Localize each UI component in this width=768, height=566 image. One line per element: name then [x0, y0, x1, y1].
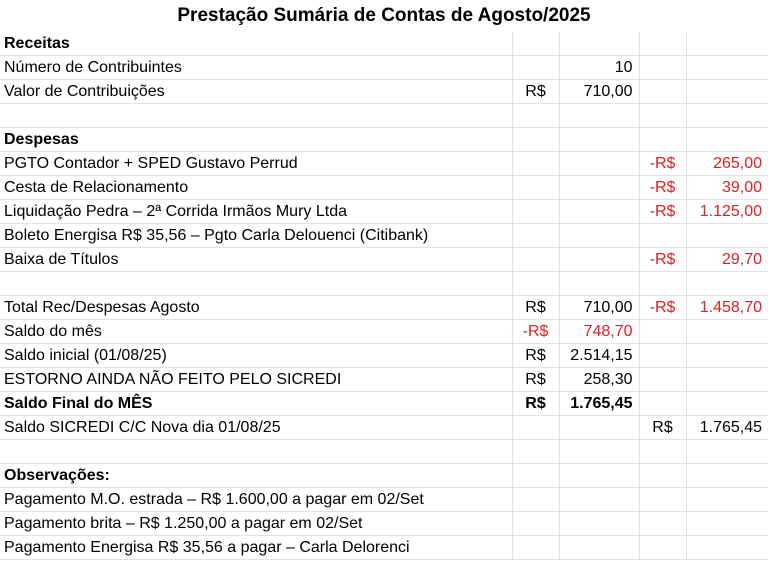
- currency-symbol: R$: [639, 416, 686, 440]
- table-row: [0, 320, 768, 344]
- row-value: 1.765,45: [686, 416, 768, 440]
- row-label: Valor de Contribuições: [0, 80, 512, 104]
- currency-symbol: -R$: [639, 296, 686, 320]
- row-label: Cesta de Relacionamento: [0, 176, 512, 200]
- table-row: [0, 416, 768, 440]
- currency-symbol: R$: [512, 296, 559, 320]
- table-row: [0, 32, 768, 56]
- table-row: [0, 392, 768, 416]
- row-label: Saldo SICREDI C/C Nova dia 01/08/25: [0, 416, 512, 440]
- row-label: Total Rec/Despesas Agosto: [0, 296, 512, 320]
- row-label: Número de Contribuintes: [0, 56, 512, 80]
- row-value: 748,70: [559, 320, 639, 344]
- currency-symbol: -R$: [639, 176, 686, 200]
- currency-symbol: -R$: [639, 248, 686, 272]
- table-row: [0, 128, 768, 152]
- table-row: [0, 104, 768, 128]
- row-label: Saldo do mês: [0, 320, 512, 344]
- row-value: 710,00: [559, 80, 639, 104]
- currency-symbol: -R$: [512, 320, 559, 344]
- table-row: [0, 440, 768, 464]
- table-row: [0, 248, 768, 272]
- section-receitas: Receitas: [0, 32, 512, 56]
- table-row: [0, 368, 768, 392]
- row-value: 1.125,00: [686, 200, 768, 224]
- table-row: [0, 80, 768, 104]
- table-row: [0, 200, 768, 224]
- row-value: 1.765,45: [559, 392, 639, 416]
- row-label: Saldo inicial (01/08/25): [0, 344, 512, 368]
- table-row: [0, 176, 768, 200]
- table-row: [0, 344, 768, 368]
- table-row: [0, 224, 768, 248]
- observation-text: Pagamento M.O. estrada – R$ 1.600,00 a pagar em 02/Set: [0, 488, 512, 512]
- row-value: 710,00: [559, 296, 639, 320]
- currency-symbol: -R$: [639, 200, 686, 224]
- table-row: [0, 488, 768, 512]
- table-row: [0, 56, 768, 80]
- row-value: 258,30: [559, 368, 639, 392]
- row-label: Saldo Final do MÊS: [0, 392, 512, 416]
- table-row: [0, 464, 768, 488]
- row-value: 265,00: [686, 152, 768, 176]
- section-observacoes: Observações:: [0, 464, 512, 488]
- currency-symbol: R$: [512, 392, 559, 416]
- currency-symbol: R$: [512, 80, 559, 104]
- row-label: PGTO Contador + SPED Gustavo Perrud: [0, 152, 512, 176]
- row-label: Baixa de Títulos: [0, 248, 512, 272]
- sheet-title: Prestação Sumária de Contas de Agosto/2025: [177, 5, 591, 26]
- row-value: 29,70: [686, 248, 768, 272]
- accounts-table: [0, 32, 768, 560]
- observation-text: Pagamento Energisa R$ 35,56 a pagar – Carla Delorenci: [0, 536, 512, 560]
- row-value: 2.514,15: [559, 344, 639, 368]
- row-value: 1.458,70: [686, 296, 768, 320]
- observation-text: Pagamento brita – R$ 1.250,00 a pagar em 02/Set: [0, 512, 512, 536]
- currency-symbol: R$: [512, 344, 559, 368]
- table-row: [0, 272, 768, 296]
- row-label: Boleto Energisa R$ 35,56 – Pgto Carla Delouenci (Citibank): [0, 224, 512, 248]
- row-value: 39,00: [686, 176, 768, 200]
- table-row: [0, 512, 768, 536]
- table-row: [0, 296, 768, 320]
- currency-symbol: R$: [512, 368, 559, 392]
- table-row: [0, 536, 768, 560]
- row-value: 10: [559, 56, 639, 80]
- row-label: ESTORNO AINDA NÃO FEITO PELO SICREDI: [0, 368, 512, 392]
- table-row: [0, 152, 768, 176]
- section-despesas: Despesas: [0, 128, 512, 152]
- currency-symbol: -R$: [639, 152, 686, 176]
- row-label: Liquidação Pedra – 2ª Corrida Irmãos Mury Ltda: [0, 200, 512, 224]
